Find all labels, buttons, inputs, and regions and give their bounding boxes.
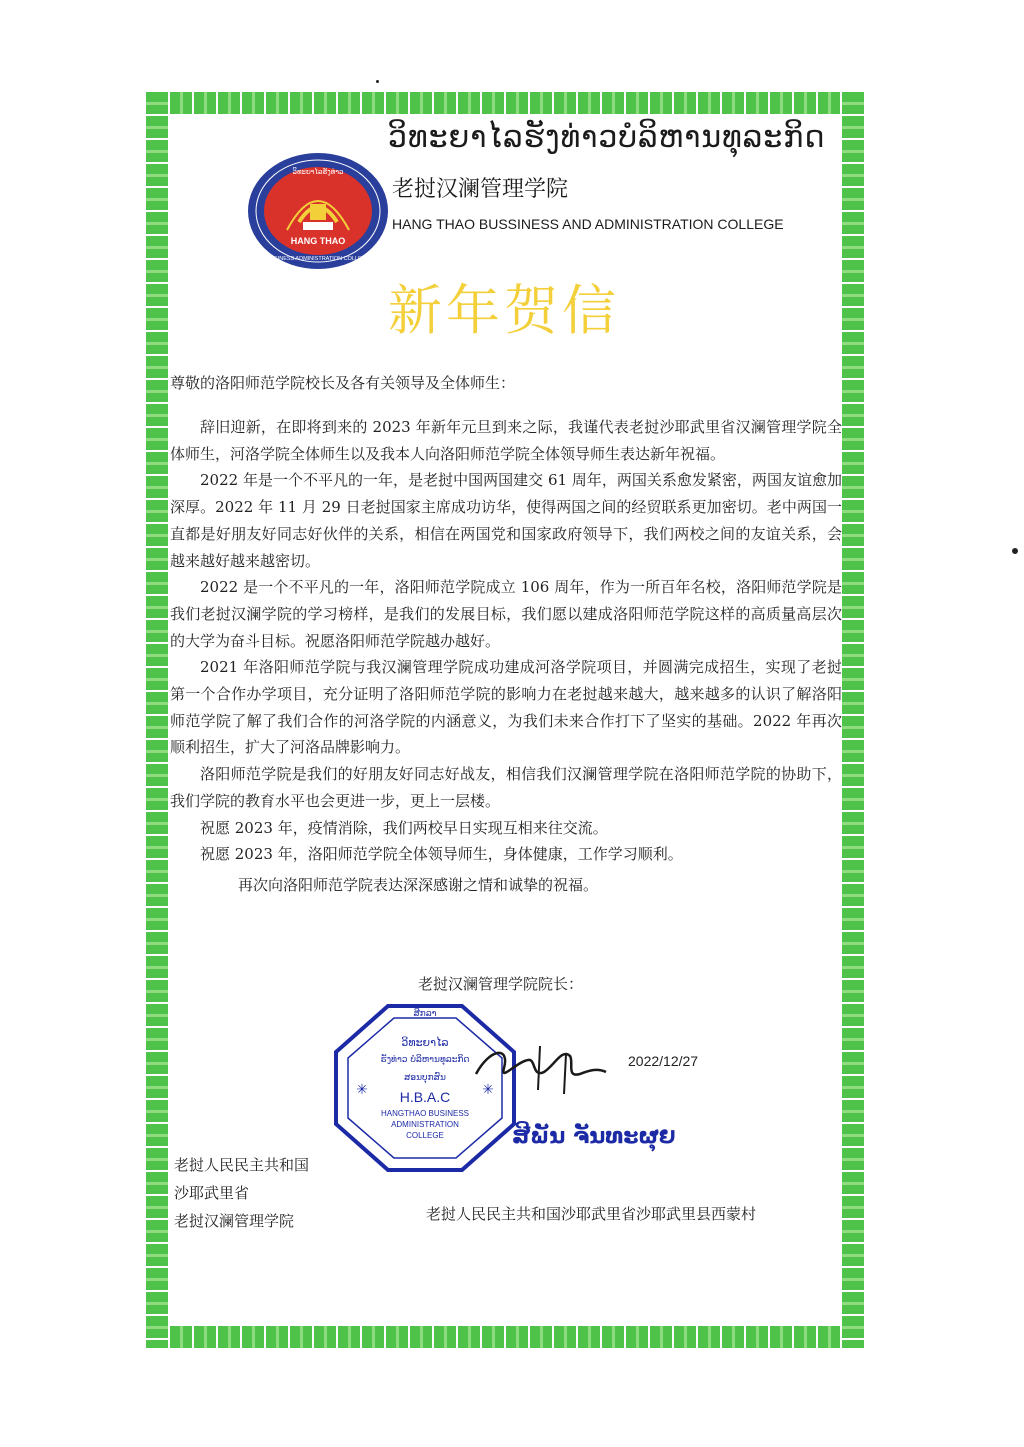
svg-text:✳: ✳ [356, 1082, 368, 1098]
scan-speck [376, 80, 379, 83]
handwritten-signature [470, 1038, 610, 1098]
sender-address-right: 老挝人民民主共和国沙耶武里省沙耶武里县西蒙村 [426, 1205, 757, 1223]
address-line: 沙耶武里省 [174, 1184, 250, 1202]
chinese-college-name: 老挝汉澜管理学院 [392, 177, 569, 202]
logo-top-text: ວິທະຍາໄລຮັງທ່າວ [292, 168, 344, 176]
sender-address-left [174, 1151, 309, 1235]
svg-text:HANGTHAO BUSINESS: HANGTHAO BUSINESS [380, 1109, 470, 1118]
paragraph: 2022 是一个不平凡的一年，洛阳师范学院成立 106 周年，作为一所百年名校，洛阳师范学院是我们老挝汉澜学院的学习榜样，是我们的发展目标，我们愿以建成洛阳师范学院这样的高质量高层次的大学为奋斗目标。祝愿洛阳师范学院越办越好。 [170, 578, 842, 650]
signatory-name-lao: ສີພັນ ຈັນທະຜຸຍ [512, 1124, 676, 1149]
english-college-name: HANG THAO BUSSINESS AND ADMINISTRATION COLLEGE [392, 216, 784, 232]
address-line: 老挝汉澜管理学院 [174, 1212, 295, 1230]
border-left [146, 92, 168, 1348]
svg-text:ວິທະຍາໄລ: ວິທະຍາໄລ [401, 1036, 449, 1049]
border-bottom [146, 1326, 864, 1348]
svg-text:H.B.A.C: H.B.A.C [399, 1089, 451, 1105]
svg-text:COLLEGE: COLLEGE [406, 1131, 444, 1140]
lao-college-name: ວິທະຍາໄລຮັງທ່າວບໍລິຫານທຸລະກິດ [388, 120, 826, 155]
address-line: 老挝人民民主共和国 [174, 1156, 310, 1174]
college-logo [247, 152, 389, 270]
paragraph: 祝愿 2023 年，洛阳师范学院全体领导师生，身体健康，工作学习顺利。 [200, 845, 683, 864]
svg-text:ຮັງທ່າວ ບໍລິຫານທຸລະກິດ: ຮັງທ່າວ ບໍລິຫານທຸລະກິດ [380, 1055, 470, 1065]
border-right [842, 92, 864, 1348]
salutation: 尊敬的洛阳师范学院校长及各有关领导及全体师生： [170, 374, 516, 392]
logo-center-text: HANG THAO [290, 236, 346, 246]
paragraph: 祝愿 2023 年，疫情消除，我们两校早日实现互相来往交流。 [200, 818, 608, 837]
border-top [146, 92, 864, 114]
paragraph: 辞旧迎新，在即将到来的 2023 年新年元旦到来之际，我谨代表老挝沙耶武里省汉澜管理学院全体师生，河洛学院全体师生以及我本人向洛阳师范学院全体领导师生表达新年祝福。 [170, 418, 842, 463]
paragraph: 洛阳师范学院是我们的好朋友好同志好战友，相信我们汉澜管理学院在洛阳师范学院的协助下，我们学院的教育水平也会更进一步，更上一层楼。 [170, 765, 842, 810]
svg-text:ADMINISTRATION: ADMINISTRATION [391, 1120, 459, 1129]
letter-date: 2022/12/27 [628, 1053, 699, 1069]
paragraph: 2022 年是一个不平凡的一年，是老挝中国两国建交 61 周年，两国关系愈发紧密，两国友谊愈加深厚。2022 年 11 月 29 日老挝国家主席成功访华，使得两国之间的经贸联系更加密切。老中两国一直都是好朋友好同志好伙伴的关系，相信在两国党和国家政府领导下，我们两校之间的友谊关系，会越来越好越来越密切。 [170, 471, 842, 570]
letter-title: 新年贺信 [388, 279, 620, 342]
scan-speck [1012, 548, 1018, 554]
paragraph: 2021 年洛阳师范学院与我汉澜管理学院成功建成河洛学院项目，并圆满完成招生，实现了老挝第一个合作办学项目，充分证明了洛阳师范学院的影响力在老挝越来越大，越来越多的认识了解洛阳师范学院了解了我们合作的河洛学院的内涵意义，为我们未来合作打下了坚实的基础。2022 年再次顺利招生，扩大了河洛品牌影响力。 [170, 658, 842, 757]
signatory-label: 老挝汉澜管理学院院长： [418, 975, 584, 993]
logo-bottom-text: BUSINESS ADMINISTRATION COLLEGE [266, 256, 370, 262]
letter-body [170, 414, 842, 868]
closing-line: 再次向洛阳师范学院表达深深感谢之情和诚挚的祝福。 [238, 876, 599, 894]
svg-text:ສອນບຸກສົນ: ສອນບຸກສົນ [404, 1073, 446, 1083]
svg-text:✳: ✳ [482, 1082, 494, 1098]
svg-text:ສີກລາ: ສີກລາ [413, 1009, 437, 1019]
